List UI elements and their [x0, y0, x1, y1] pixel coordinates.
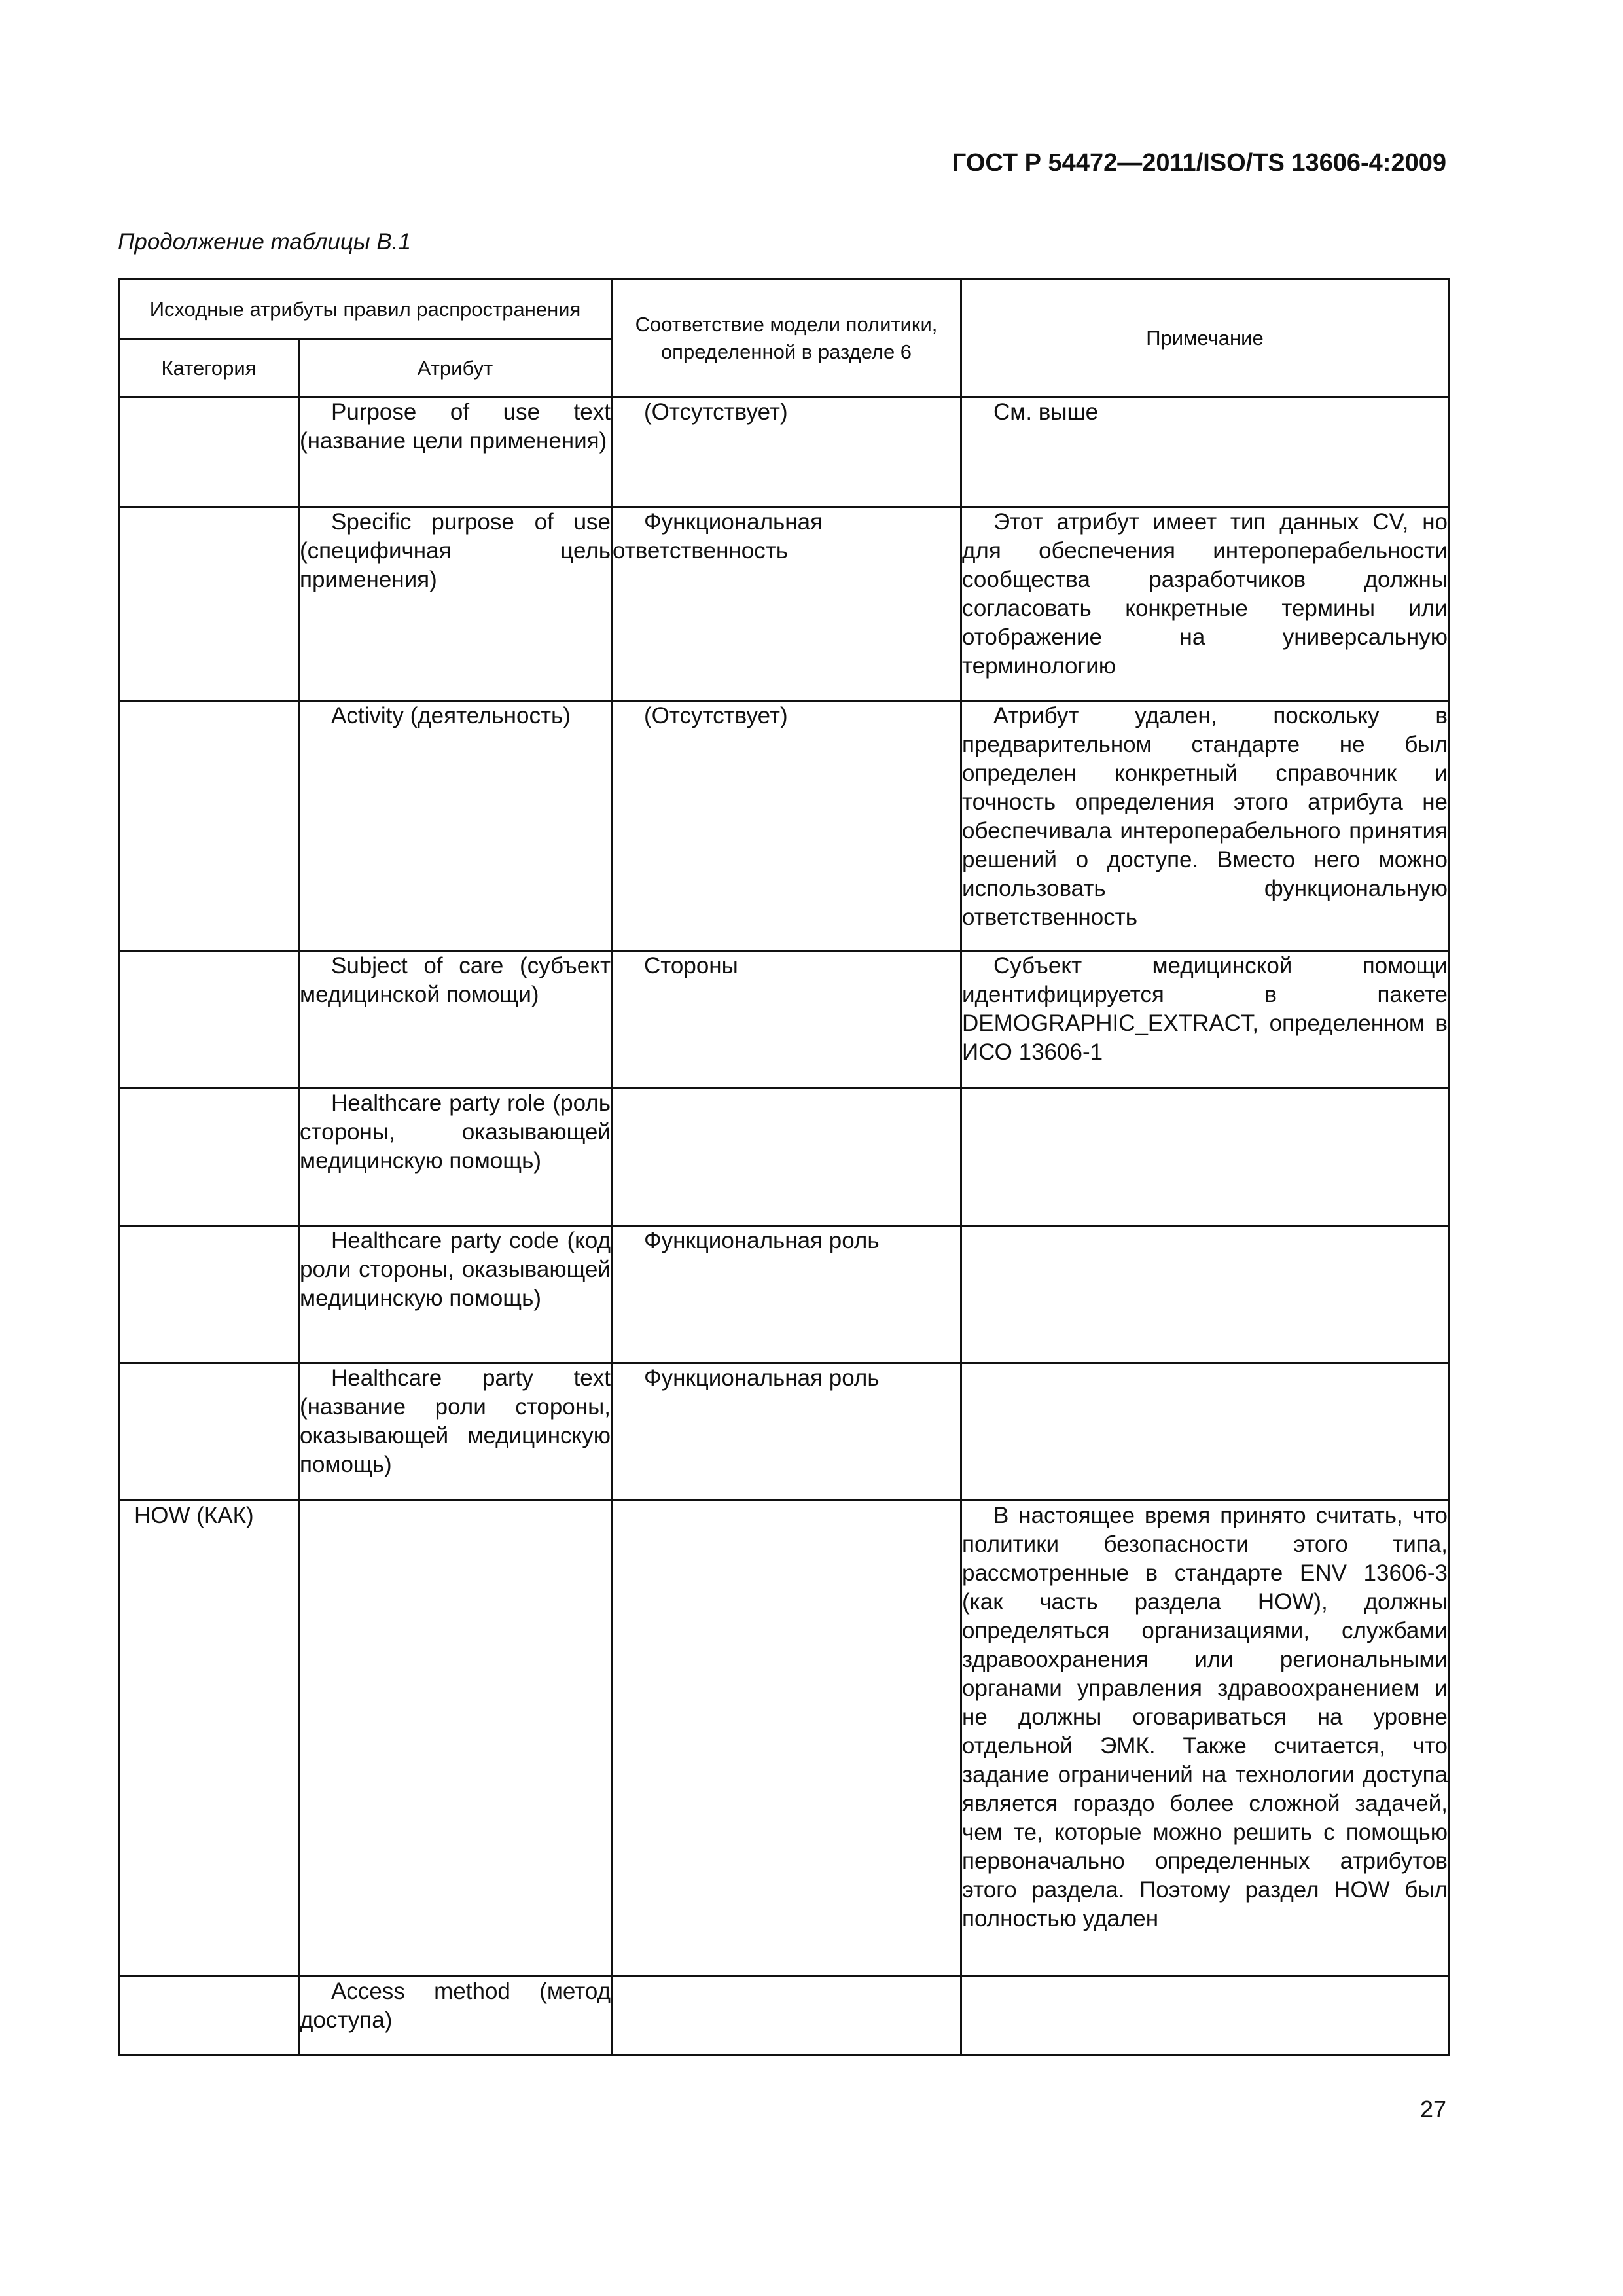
row-note: См. выше	[961, 397, 1449, 507]
row-attribute: Subject of care (субъект медицинской помощи)	[299, 951, 612, 1088]
table-row	[119, 507, 1449, 701]
row-category	[119, 701, 299, 951]
row-note: Этот атрибут имеет тип данных CV, но для обеспечения интероперабельности сообщества разработчиков должны согласовать конкретные термины или отображение на универсальную терминологию	[961, 507, 1449, 701]
table-row	[119, 701, 1449, 951]
row-mapping: (Отсутствует)	[612, 701, 961, 951]
row-attribute: Access method (метод доступа)	[299, 1977, 612, 2055]
row-category	[119, 951, 299, 1088]
header-category: Категория	[119, 340, 299, 397]
table-row	[119, 1977, 1449, 2055]
row-category	[119, 397, 299, 507]
table-row	[119, 1363, 1449, 1501]
row-category	[119, 1363, 299, 1501]
table-row	[119, 1088, 1449, 1226]
row-note	[961, 1977, 1449, 2055]
page-number: 27	[1419, 2096, 1446, 2123]
row-mapping	[612, 1088, 961, 1226]
row-attribute: Purpose of use text (название цели применения)	[299, 397, 612, 507]
row-category	[119, 1088, 299, 1226]
row-category: HOW (КАК)	[119, 1501, 299, 1977]
header-source-attributes: Исходные атрибуты правил распространения	[119, 279, 612, 340]
table-caption: Продолжение таблицы В.1	[118, 229, 411, 255]
row-note	[961, 1226, 1449, 1363]
document-standard-header: ГОСТ Р 54472—2011/ISO/TS 13606-4:2009	[952, 149, 1446, 177]
row-attribute: Specific purpose of use (специфичная цель применения)	[299, 507, 612, 701]
row-mapping: Функциональная ответственность	[612, 507, 961, 701]
row-note: В настоящее время принято считать, что политики безопасности этого типа, рассмотренные в стандарте ENV 13606-3 (как часть раздела HOW), должны определяться организациями, службами здравоохранения или региональными органами управления здравоохранением и не должны оговариваться на уровне отдельной ЭМК. Также считается, что задание ограничений на технологии доступа является гораздо более сложной задачей, чем те, которые можно решить с помощью первоначально определенных атрибутов этого раздела. Поэтому раздел HOW был полностью удален	[961, 1501, 1449, 1977]
row-note: Субъект медицинской помощи идентифицируется в пакете DEMOGRAPHIC_EXTRACT, определенном в ИСО 13606-1	[961, 951, 1449, 1088]
header-note: Примечание	[961, 279, 1449, 397]
row-note	[961, 1363, 1449, 1501]
row-category	[119, 1226, 299, 1363]
row-attribute: Healthcare party role (роль стороны, оказывающей медицинскую помощь)	[299, 1088, 612, 1226]
row-mapping	[612, 1977, 961, 2055]
row-mapping: (Отсутствует)	[612, 397, 961, 507]
header-policy-mapping: Соответствие модели политики, определенной в разделе 6	[612, 279, 961, 397]
row-mapping	[612, 1501, 961, 1977]
row-attribute	[299, 1501, 612, 1977]
row-category	[119, 1977, 299, 2055]
row-note	[961, 1088, 1449, 1226]
row-mapping: Функциональная роль	[612, 1226, 961, 1363]
attribute-mapping-table	[118, 278, 1450, 2056]
table-row	[119, 1226, 1449, 1363]
table-row	[119, 951, 1449, 1088]
header-attribute: Атрибут	[299, 340, 612, 397]
row-attribute: Healthcare party text (название роли стороны, оказывающей медицинскую помощь)	[299, 1363, 612, 1501]
table-row	[119, 397, 1449, 507]
row-mapping: Функциональная роль	[612, 1363, 961, 1501]
row-attribute: Healthcare party code (код роли стороны, оказывающей медицинскую помощь)	[299, 1226, 612, 1363]
row-mapping: Стороны	[612, 951, 961, 1088]
table-row	[119, 1501, 1449, 1977]
row-category	[119, 507, 299, 701]
row-attribute: Activity (деятельность)	[299, 701, 612, 951]
row-note: Атрибут удален, поскольку в предварительном стандарте не был определен конкретный справочник и точность определения этого атрибута не обеспечивала интероперабельного принятия решений о доступе. Вместо него можно использовать функциональную ответственность	[961, 701, 1449, 951]
